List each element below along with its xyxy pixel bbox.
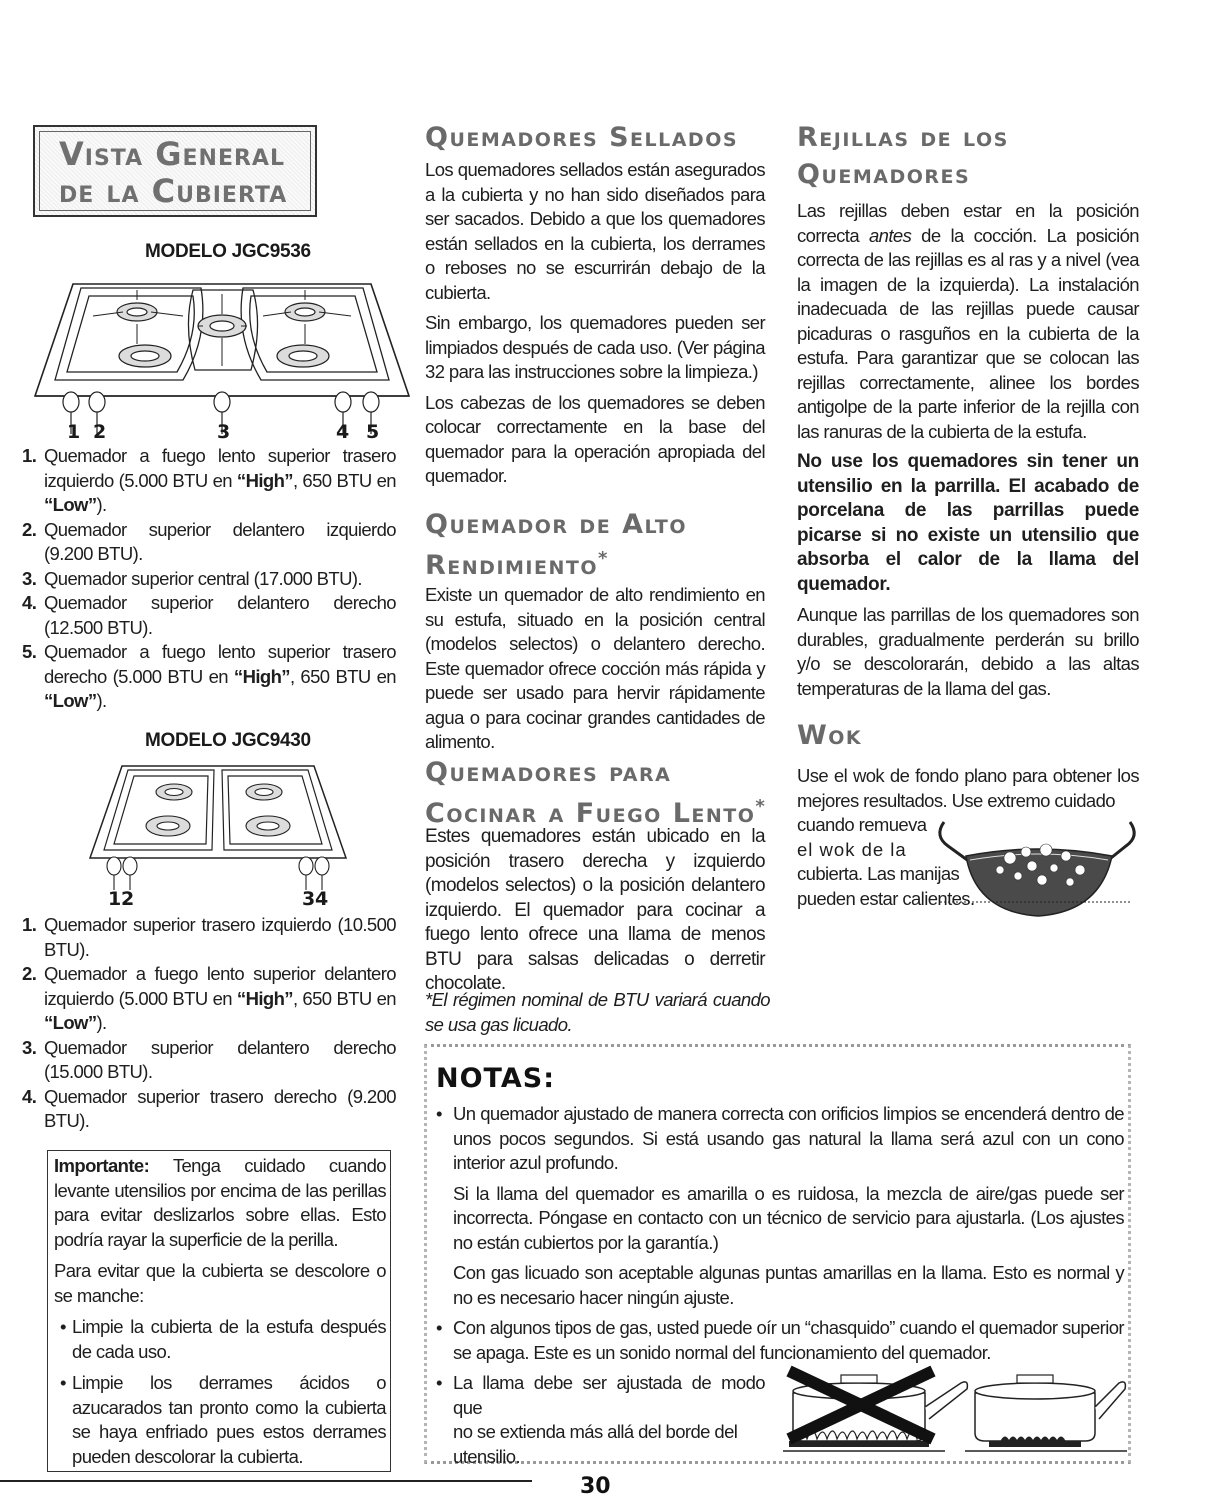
simmer-footnote: *El régimen nominal de BTU variará cuando se usa gas licuado. xyxy=(425,989,770,1035)
list-item: 4. Quemador superior delantero derecho (12.500 BTU). xyxy=(22,592,396,638)
important-para2: Para evitar que la cubierta se descolore o se manche: xyxy=(54,1260,386,1306)
list-item: • Un quemador ajustado de manera correcta con orificios limpios se encenderá dentro de unos pocos segundos. Si está usando gas natural la llama será azul con un cono interior azul profundo. xyxy=(436,1103,1124,1173)
footer-rule xyxy=(0,1480,532,1482)
section-heading-sealed: Quemadores Sellados xyxy=(425,122,739,153)
section-heading-simmer-2: Cocinar a Fuego Lento* xyxy=(425,796,767,829)
cooktop-4-burner-illustration xyxy=(88,762,348,892)
list-item: 3. Quemador superior central (17.000 BTU). xyxy=(22,567,362,589)
burner-number-label: 5 xyxy=(366,421,380,443)
model-label-2: MODELO JGC9430 xyxy=(145,730,311,751)
title-line-1: Vista General xyxy=(59,135,285,173)
page-number: 30 xyxy=(580,1474,611,1499)
burner-number-label: 1 xyxy=(108,888,122,910)
wok-text: Use el wok de fondo plano para obtener los mejores resultados. Use extremo cuidado cuando remueva el wok de la cubierta. Las manijas pueden estar calientes. xyxy=(797,765,1139,909)
model2-burner-list xyxy=(18,913,396,1134)
important-label: Importante: xyxy=(54,1155,150,1176)
burner-number-label: 2 xyxy=(93,421,107,443)
high-perf-text: Existe un quemador de alto rendimiento en su estufa, situado en la posición central (modelos selectos) o delantero derecho. Este quemador ofrece cocción más rápida y puede ser usado para hervir rápidamente agua o para cocinar grandes cantidades de alimento. xyxy=(425,584,765,752)
grates-text: Las rejillas deben estar en la posición correcta antes de la cocción. La posición correcta de las rejillas es al ras y a nivel (vea la imagen de la izquierda). La instalación inadecuada de las rejillas puede causar picaduras o rasguños en la cubierta de la estufa. Para garantizar que se colocan las rejillas correctamente, alinee los bordes antigolpe de la parte inferior de la rejilla con las ranuras de la cubierta de la estufa. No use los quemadores sin tener un utensilio en la parrilla. El acabado de porcelana de las parrillas puede picarse si no existe un utensilio que absorba el calor de la llama del quemador. Aunque las parrillas de los quemadores son durables, gradualmente perderán su brillo y/o se descolorarán, debido a las altas temperaturas de la llama del gas. xyxy=(797,200,1139,699)
section-heading-high-perf-2: Rendimiento* xyxy=(425,548,609,581)
list-item: 4. Quemador superior trasero derecho (9.200 BTU). xyxy=(22,1085,396,1131)
model-label-1: MODELO JGC9536 xyxy=(145,241,311,262)
burner-number-label: 3 xyxy=(217,421,231,443)
list-item: 2. Quemador a fuego lento superior delantero izquierdo (5.000 BTU en “High”, 650 BTU en “Low”). xyxy=(22,963,396,1033)
list-item: 1. Quemador superior trasero izquierdo (10.500 BTU). xyxy=(22,914,396,960)
section-heading-high-perf-1: Quemador de Alto xyxy=(425,509,688,540)
section-heading-simmer-1: Quemadores para xyxy=(425,757,672,788)
section-heading-grates-1: Rejillas de los xyxy=(797,122,1009,153)
wok-illustration xyxy=(930,812,1145,924)
list-item: • Limpie los derrames ácidos o azucarados tan pronto como la cubierta se haya enfriado pues estos derrames pueden descolorar la cubierta. xyxy=(60,1372,386,1467)
notes-text: • Un quemador ajustado de manera correcta con orificios limpios se encenderá dentro de unos pocos segundos. Si está usando gas natural la llama será azul con un cono interior azul profundo. Si la llama del quemador es amarilla o es ruidosa, la mezcla de aire/gas puede ser incorrecta. Póngase en contacto con un técnico de servicio para ajustarla. (Los ajustes no están cubiertos por la garantía.) Con gas licuado son aceptable algunas puntas amarillas en la llama. Esto es normal y no es necesario hacer ningún ajuste. • Con algunos tipos de gas, usted puede oír un “chasquido” cuando el quemador superior se apaga. Este es un sonido normal del funcionamiento del quemador. • La llama debe ser ajustada de modo que no se extienda más allá del borde del utensilio. xyxy=(436,1102,1124,1469)
notes-heading: NOTAS: xyxy=(436,1063,556,1094)
list-item: 5. Quemador a fuego lento superior trasero derecho (5.000 BTU en “High”, 650 BTU en “Low”). xyxy=(22,641,396,711)
section-heading-grates-2: Quemadores xyxy=(797,159,971,190)
burner-number-label: 4 xyxy=(336,421,350,443)
title-line-2: de la Cubierta xyxy=(59,172,288,210)
pan-flame-illustration xyxy=(775,1355,1130,1455)
burner-number-label: 4 xyxy=(315,888,329,910)
list-item: 3. Quemador superior delantero derecho (15.000 BTU). xyxy=(22,1036,396,1082)
section-heading-wok: Wok xyxy=(797,720,863,751)
list-item: • Limpie la cubierta de la estufa después de cada uso. xyxy=(60,1316,386,1362)
burner-number-label: 1 xyxy=(67,421,81,443)
list-item: • Con algunos tipos de gas, usted puede oír un “chasquido” cuando el quemador superior se apaga. Este es un sonido normal del funcionamiento del quemador. xyxy=(436,1317,1124,1363)
sealed-text: Los quemadores sellados están asegurados a la cubierta y no han sido diseñados para ser sacados. Debido a que los quemadores están sellados en la cubierta, los derrames o reboses no se escurrirán debajo de la cubierta. Sin embargo, los quemadores pueden ser limpiados después de cada uso. (Ver página 32 para las instrucciones sobre la limpieza.) Los cabezas de los quemadores se deben colocar correctamente en la base del quemador para la operación apropiada del quemador. xyxy=(425,159,765,486)
burner-number-label: 3 xyxy=(302,888,316,910)
list-item: • La llama debe ser ajustada de modo que no se extienda más allá del borde del utensilio. xyxy=(436,1372,765,1467)
list-item: 2. Quemador superior delantero izquierdo (9.200 BTU). xyxy=(22,518,396,564)
title-box xyxy=(33,125,317,217)
model1-burner-list xyxy=(18,444,396,714)
list-item: 1. Quemador a fuego lento superior trasero izquierdo (5.000 BTU en “High”, 650 BTU en “Low”). xyxy=(22,445,396,515)
important-text: Tenga cuidado cuando levante utensilios por encima de las perillas para evitar deslizarlos sobre ellas. Esto podría rayar la superficie de la perilla. xyxy=(54,1155,386,1250)
grates-warning: No use los quemadores sin tener un utensilio en la parrilla. El acabado de porcelana de las parrillas puede picarse si no existe un utensilio que absorba el calor de la llama del quemador. xyxy=(797,451,1139,595)
important-box xyxy=(47,1150,391,1472)
burner-number-label: 2 xyxy=(121,888,135,910)
simmer-text: Estes quemadores están ubicado en la posición trasero derecha y izquierdo (modelos selectos) o la posición delantero izquierdo. El quemador para cocinar a fuego lento ofrece una llama de menos BTU para salsas delicadas o derretir chocolate. xyxy=(425,826,765,994)
cooktop-5-burner-illustration xyxy=(33,276,411,436)
